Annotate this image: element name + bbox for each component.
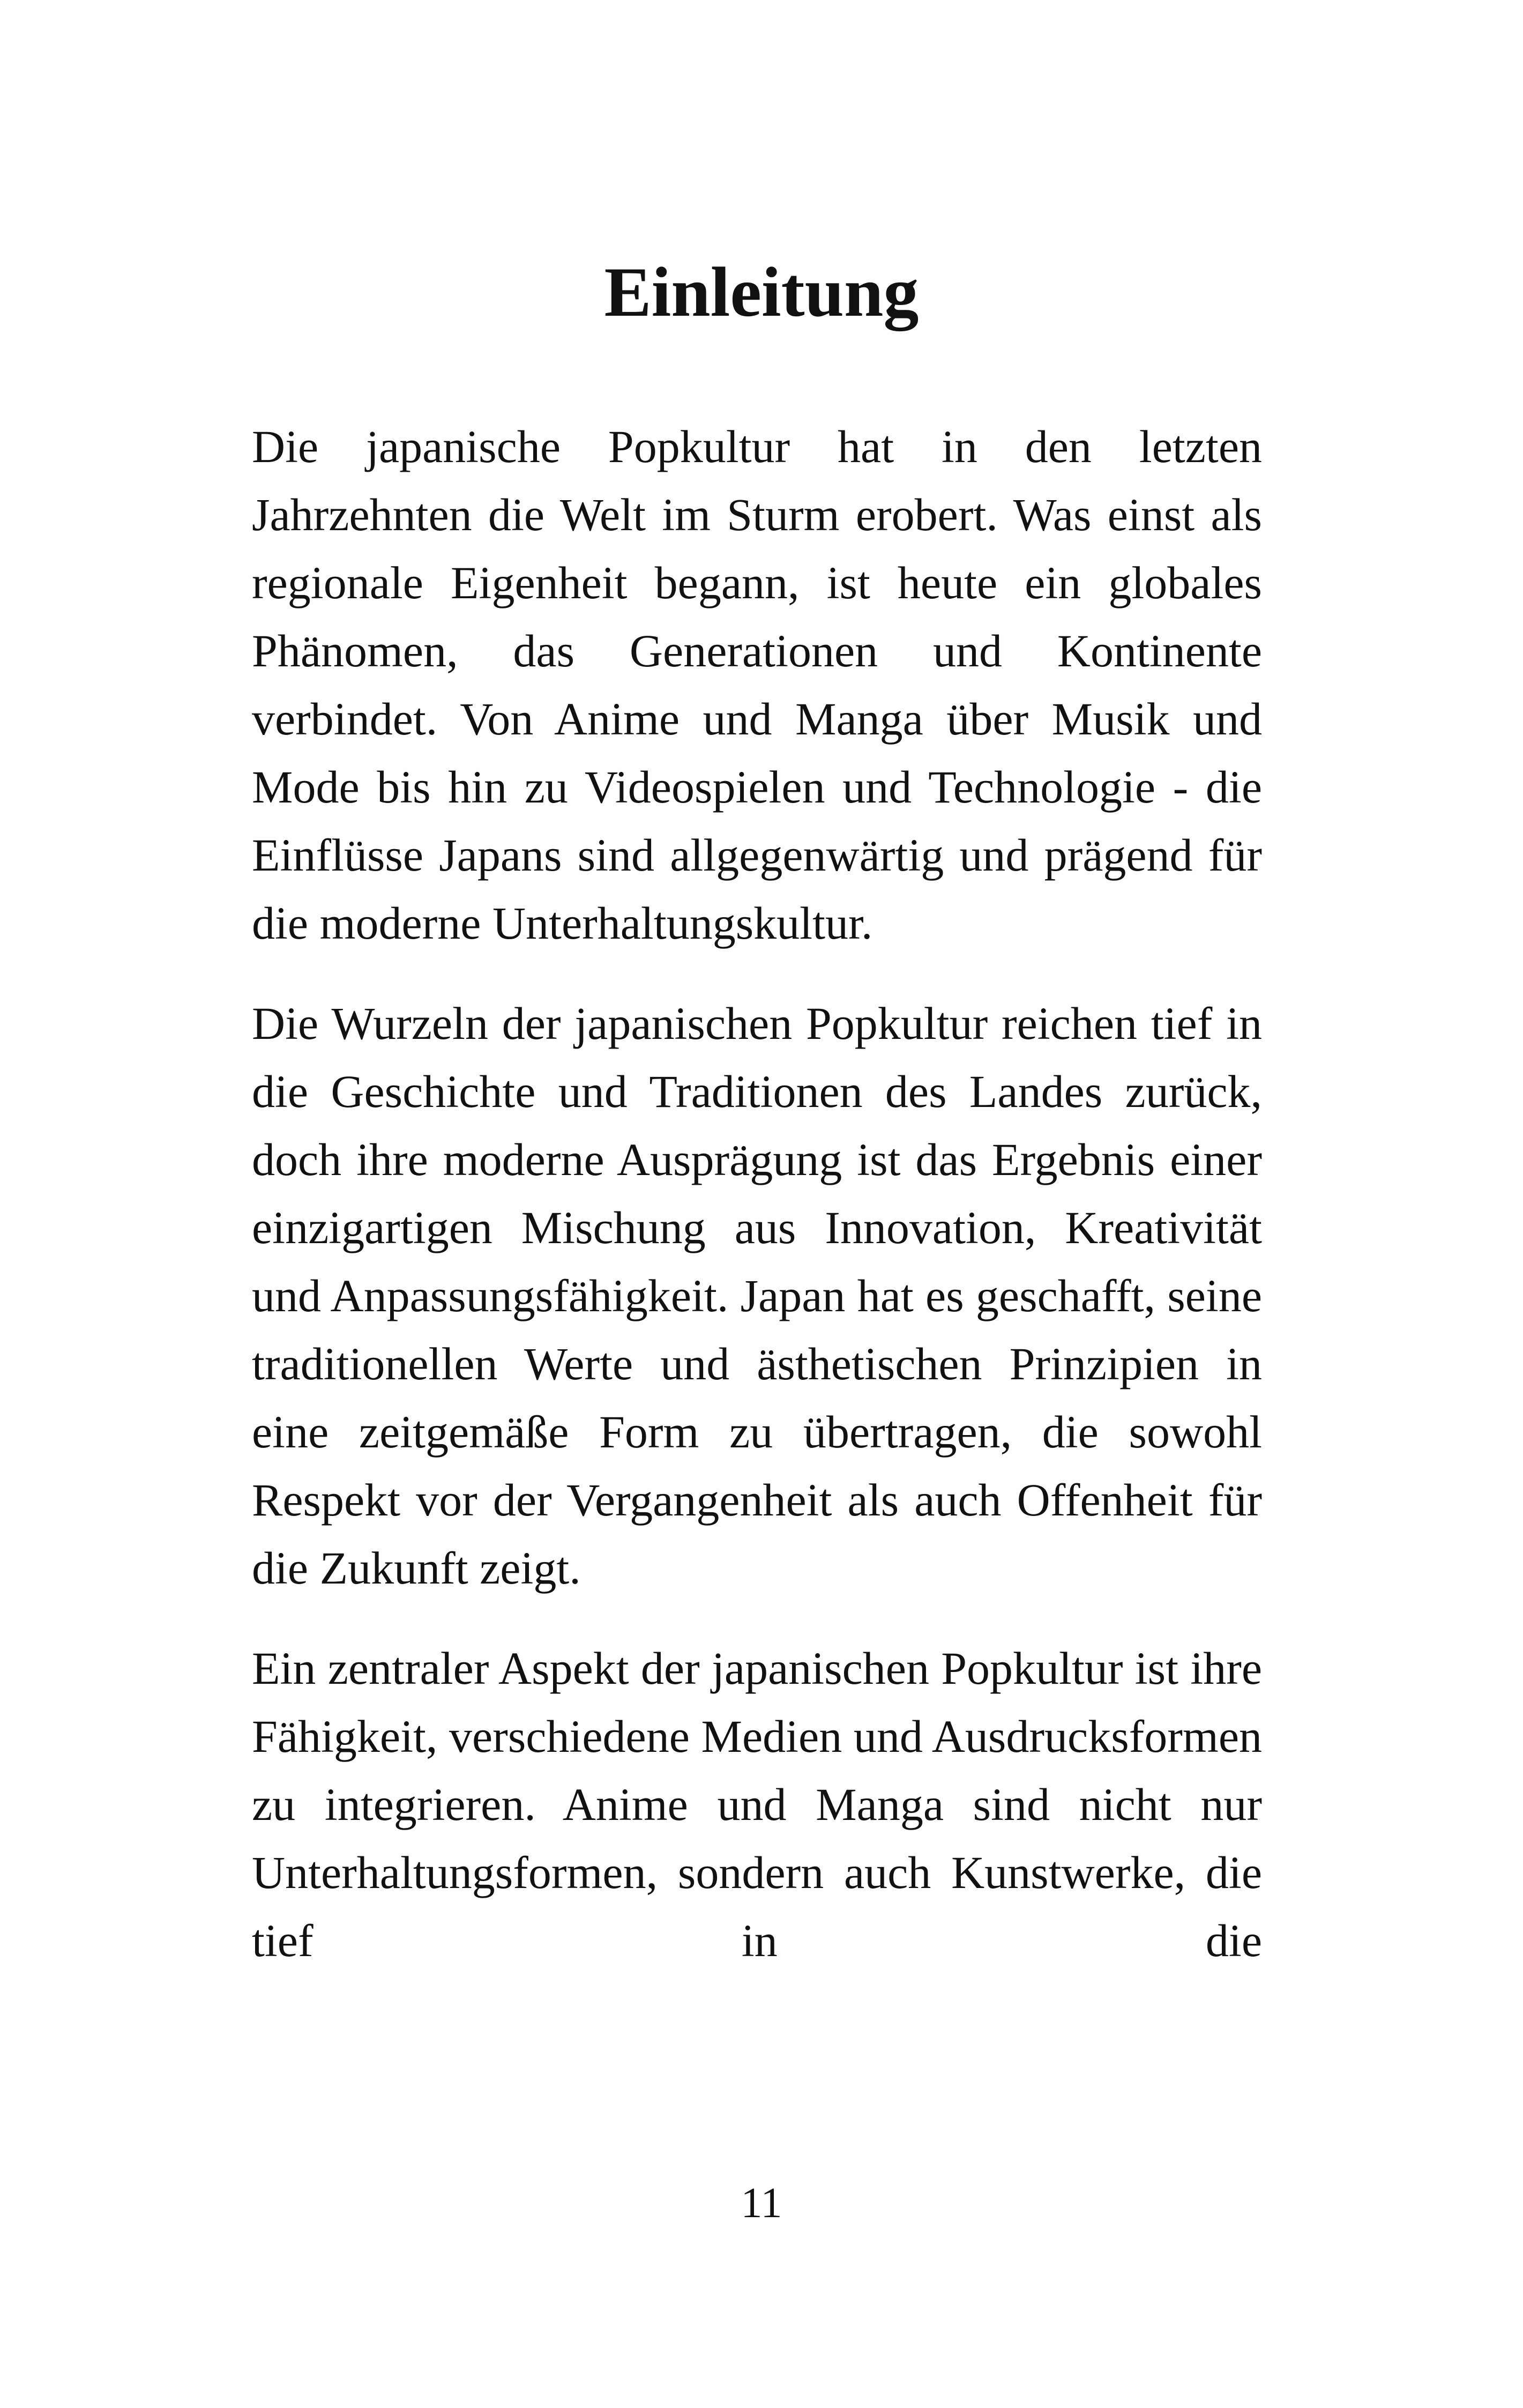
paragraph-3: Ein zentraler Aspekt der japanischen Popkultur ist ihre Fähigkeit, verschiedene Medien und Ausdrucksformen zu integrieren. Anime und Manga sind nicht nur Unterhaltungsformen, sondern auch Kunstwerke, die tief in die [252,1643,1262,1966]
page-number: 11 [741,2180,782,2227]
paragraph-1: Die japanische Popkultur hat in den letzten Jahrzehnten die Welt im Sturm erobert. Was einst als regionale Eigenheit begann, ist heute ein globales Phänomen, das Generationen und Kontinente verbindet. Von Anime und Manga über Musik und Mode bis hin zu Videospielen und Technologie - die Einflüsse Japans sind allgegenwärtig und prägend für die moderne Unterhaltungskultur. [252,421,1262,949]
body-text [252,413,1262,2007]
chapter-title: Einleitung [604,252,919,331]
paragraph-2: Die Wurzeln der japanischen Popkultur reichen tief in die Geschichte und Traditionen des Landes zurück, doch ihre moderne Ausprägung ist das Ergebnis einer einzigartigen Mischung aus Innovation, Kreativität und Anpassungsfähigkeit. Japan hat es geschafft, seine traditionellen Werte und ästhetischen Prinzipien in eine zeitgemäße Form zu übertragen, die sowohl Respekt vor der Vergangenheit als auch Offenheit für die Zukunft zeigt. [252,998,1262,1594]
